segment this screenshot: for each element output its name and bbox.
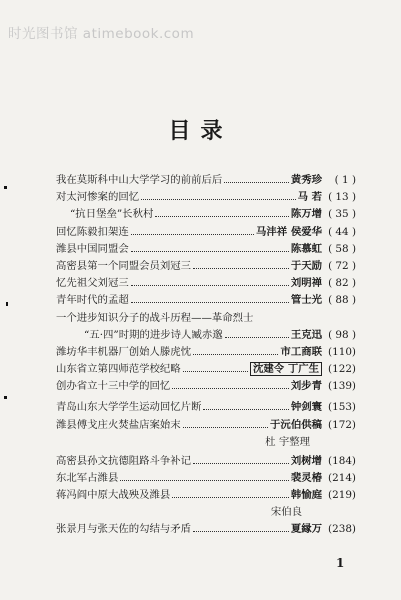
leader-dots xyxy=(224,181,289,183)
leader-dots xyxy=(131,250,289,252)
toc-entry[interactable] xyxy=(56,292,356,309)
toc-entry[interactable] xyxy=(56,241,356,258)
entry-page: ( 98 ) xyxy=(328,328,356,341)
toc-entry[interactable] xyxy=(56,275,356,292)
entry-title: 蒋冯阎中原大战殃及潍县 xyxy=(56,489,171,502)
entry-author: 刘树增 xyxy=(290,454,322,467)
entry-title: “抗日堡垒”长秋村 xyxy=(70,208,154,221)
entry-title: “五·四”时期的进步诗人臧赤邈 xyxy=(84,328,223,341)
toc-entry[interactable] xyxy=(56,470,356,487)
page-number: 1 xyxy=(336,556,345,570)
leader-dots xyxy=(172,387,289,389)
entry-title: 东北军占潍县 xyxy=(56,472,119,484)
entry-title: 高密县孙文抗德阻路斗争补记 xyxy=(56,454,192,467)
leader-dots xyxy=(193,530,289,532)
leader-dots xyxy=(141,198,295,200)
entry-page: (122) xyxy=(328,363,356,376)
entry-page: ( 88 ) xyxy=(328,294,356,307)
leader-dots xyxy=(155,215,288,217)
entry-page: (110) xyxy=(328,345,356,358)
leader-dots xyxy=(193,267,289,269)
margin-speck xyxy=(4,186,7,189)
entry-page: (214) xyxy=(328,472,356,484)
entry-title: 张景月与张天佐的勾结与矛盾 xyxy=(56,523,192,536)
entry-page: ( 35 ) xyxy=(328,208,356,221)
entry-page: ( 1 ) xyxy=(334,174,356,186)
entry-author: 于沅伯供稿 xyxy=(270,418,322,431)
leader-dots xyxy=(172,496,289,498)
leader-dots xyxy=(183,370,248,372)
toc-entry-heading xyxy=(56,310,356,327)
entry-title: 我在莫斯科中山大学学习的前前后后 xyxy=(56,174,223,186)
entry-page: (219) xyxy=(328,489,356,502)
leader-dots xyxy=(131,284,289,286)
entry-author: 陈万增 xyxy=(290,208,322,221)
entry-author: 韩愉庭 xyxy=(290,489,322,502)
leader-dots xyxy=(131,233,254,235)
leader-dots xyxy=(131,301,289,303)
entry-author: 王克迅 xyxy=(290,328,322,341)
entry-author: 黄秀珍 xyxy=(290,174,322,186)
leader-dots xyxy=(193,462,289,464)
entry-title: 一个进步知识分子的战斗历程——革命烈士 xyxy=(56,311,254,324)
entry-page: (238) xyxy=(328,523,356,536)
entry-author: 马 若 xyxy=(297,191,322,204)
entry-page: ( 44 ) xyxy=(328,225,356,238)
entry-page: (172) xyxy=(328,418,356,431)
entry-title: 青年时代的孟超 xyxy=(56,294,129,307)
entry-title: 潍县中国同盟会 xyxy=(56,242,129,255)
entry-title: 高密县第一个同盟会员刘冠三 xyxy=(56,259,192,272)
entry-page: ( 13 ) xyxy=(328,191,356,204)
entry-page: ( 58 ) xyxy=(328,242,356,255)
entry-title: 回忆陈毅扣架连 xyxy=(56,225,129,238)
entry-author: 沈建令 丁广生 xyxy=(250,362,322,376)
entry-title: 青岛山东大学学生运动回忆片断 xyxy=(56,401,202,414)
entry-author: 市工商联 xyxy=(280,345,322,358)
entry-title: 对太河惨案的回忆 xyxy=(56,191,140,204)
entry-author: 陈慕虹 xyxy=(290,242,322,255)
entry-credit: 杜 宇整理 xyxy=(265,435,310,448)
leader-dots xyxy=(225,336,289,338)
entry-title: 潍县傅戈庄火焚盐店案始末 xyxy=(56,418,181,431)
entry-title: 潍坊华丰机器厂创始人滕虎忱 xyxy=(56,345,192,358)
watermark: 时光图书馆 atimebook.com xyxy=(8,26,195,42)
toc-entry[interactable] xyxy=(56,344,356,361)
toc-entry[interactable] xyxy=(56,189,356,206)
table-of-contents xyxy=(56,172,356,539)
entry-credit: 宋伯良 xyxy=(270,506,302,519)
entry-page: ( 82 ) xyxy=(328,277,356,290)
toc-entry[interactable] xyxy=(56,361,356,378)
page-title: 目录 xyxy=(168,118,233,144)
toc-entry[interactable] xyxy=(56,487,356,504)
entry-author: 管士光 xyxy=(290,294,322,307)
margin-speck xyxy=(4,396,7,399)
toc-entry[interactable] xyxy=(56,417,356,434)
toc-entry[interactable] xyxy=(56,521,356,538)
entry-page: (184) xyxy=(328,454,356,467)
leader-dots xyxy=(183,426,268,428)
entry-author: 夏縁万 xyxy=(290,523,322,536)
entry-author: 刘步青 xyxy=(290,380,322,393)
toc-entry[interactable] xyxy=(56,224,356,241)
toc-entry[interactable] xyxy=(56,258,356,275)
entry-title: 山东省立第四师范学校纪略 xyxy=(56,363,181,376)
toc-entry[interactable] xyxy=(56,453,356,470)
entry-title: 忆先祖父刘冠三 xyxy=(56,277,129,290)
entry-author: 马沣祥 侯爱华 xyxy=(256,225,322,238)
entry-title: 创办省立十三中学的回忆 xyxy=(56,380,171,393)
toc-entry[interactable] xyxy=(56,378,356,395)
toc-entry[interactable] xyxy=(56,327,356,344)
toc-entry[interactable] xyxy=(56,399,356,416)
entry-author: 钟剑寰 xyxy=(290,401,322,414)
leader-dots xyxy=(120,479,288,481)
margin-speck xyxy=(6,302,8,306)
entry-author: 于天励 xyxy=(290,259,322,272)
entry-page: ( 72 ) xyxy=(328,259,356,272)
entry-page: (153) xyxy=(328,401,356,414)
entry-page: (139) xyxy=(328,380,356,393)
toc-entry[interactable] xyxy=(56,172,356,189)
entry-author: 刘明禅 xyxy=(290,277,322,290)
toc-entry[interactable] xyxy=(56,206,356,223)
leader-dots xyxy=(203,408,288,410)
entry-author: 裴灵椿 xyxy=(290,472,322,484)
leader-dots xyxy=(193,353,278,355)
